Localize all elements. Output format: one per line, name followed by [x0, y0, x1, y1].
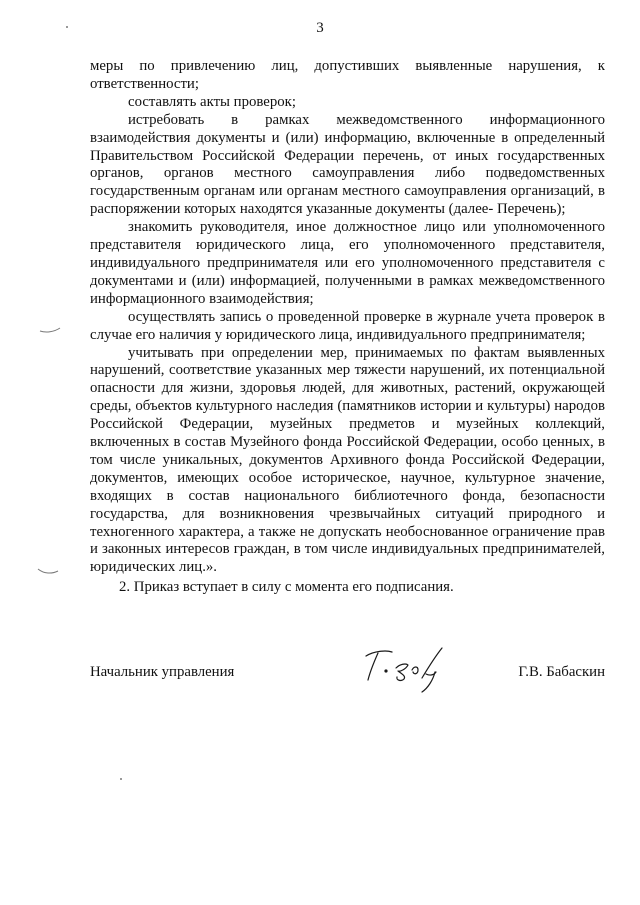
paragraph-familiarize: знакомить руководителя, иное должностное лицо или уполномоченного представителя юридического лица, его уполномоченного представителя, индивидуального предпринимателя или его уполномоченного представителя с документами и (или) информацией, полученными в рамках межведомственного информационного взаимодействия;	[90, 219, 605, 307]
punch-hole-mark-icon	[36, 565, 60, 575]
paragraph-journal-record: осуществлять запись о проведенной проверке в журнале учета проверок в случае его наличия у юридического лица, индивидуального предпринимателя;	[90, 308, 605, 343]
scan-dot	[120, 778, 122, 780]
document-body	[90, 58, 605, 597]
paragraph-continued: меры по привлечению лиц, допустивших выявленные нарушения, к ответственности;	[90, 58, 605, 92]
paragraph-request-documents: истребовать в рамках межведомственного информационного взаимодействия документы и (или) информацию, включенные в определенный Правительством Российской Федерации перечень, от иных государственных органов, органов местного самоуправления либо подведомственных государственным органам или органам местного самоуправления организаций, в распоряжении которых находятся указанные документы (далее- Перечень);	[90, 111, 605, 218]
paragraph-inspection-acts: составлять акты проверок;	[128, 93, 296, 110]
handwritten-signature	[360, 642, 455, 694]
page-number: 3	[316, 20, 324, 36]
scan-dot	[66, 26, 68, 28]
paragraph-order-effective: 2. Приказ вступает в силу с момента его подписания.	[119, 579, 454, 596]
signatory-position: Начальник управления	[90, 664, 235, 680]
paragraph-consider-measures: учитывать при определении мер, принимаемых по фактам выявленных нарушений, соответствие указанных мер тяжести нарушений, их потенциальной опасности для жизни, здоровья людей, для животных, растений, окружающей среды, объектов культурного наследия (памятников истории и культуры) народов Российской Федерации, музейных предметов и музейных коллекций, включенных в состав Музейного фонда Российской Федерации, особо ценных, в том числе уникальных, документов Архивного фонда Российской Федерации, документов, имеющих особое историческое, научное, культурное значение, входящих в состав национального библиотечного фонда, безопасности государства, для возникновения чрезвычайных ситуаций природного и техногенного характера, а также не допускать необоснованное ограничение прав и законных интересов граждан, в том числе индивидуальных предпринимателей, юридических лиц.».	[90, 344, 605, 576]
punch-hole-mark-icon	[38, 324, 62, 334]
signatory-name: Г.В. Бабаскин	[518, 664, 605, 680]
